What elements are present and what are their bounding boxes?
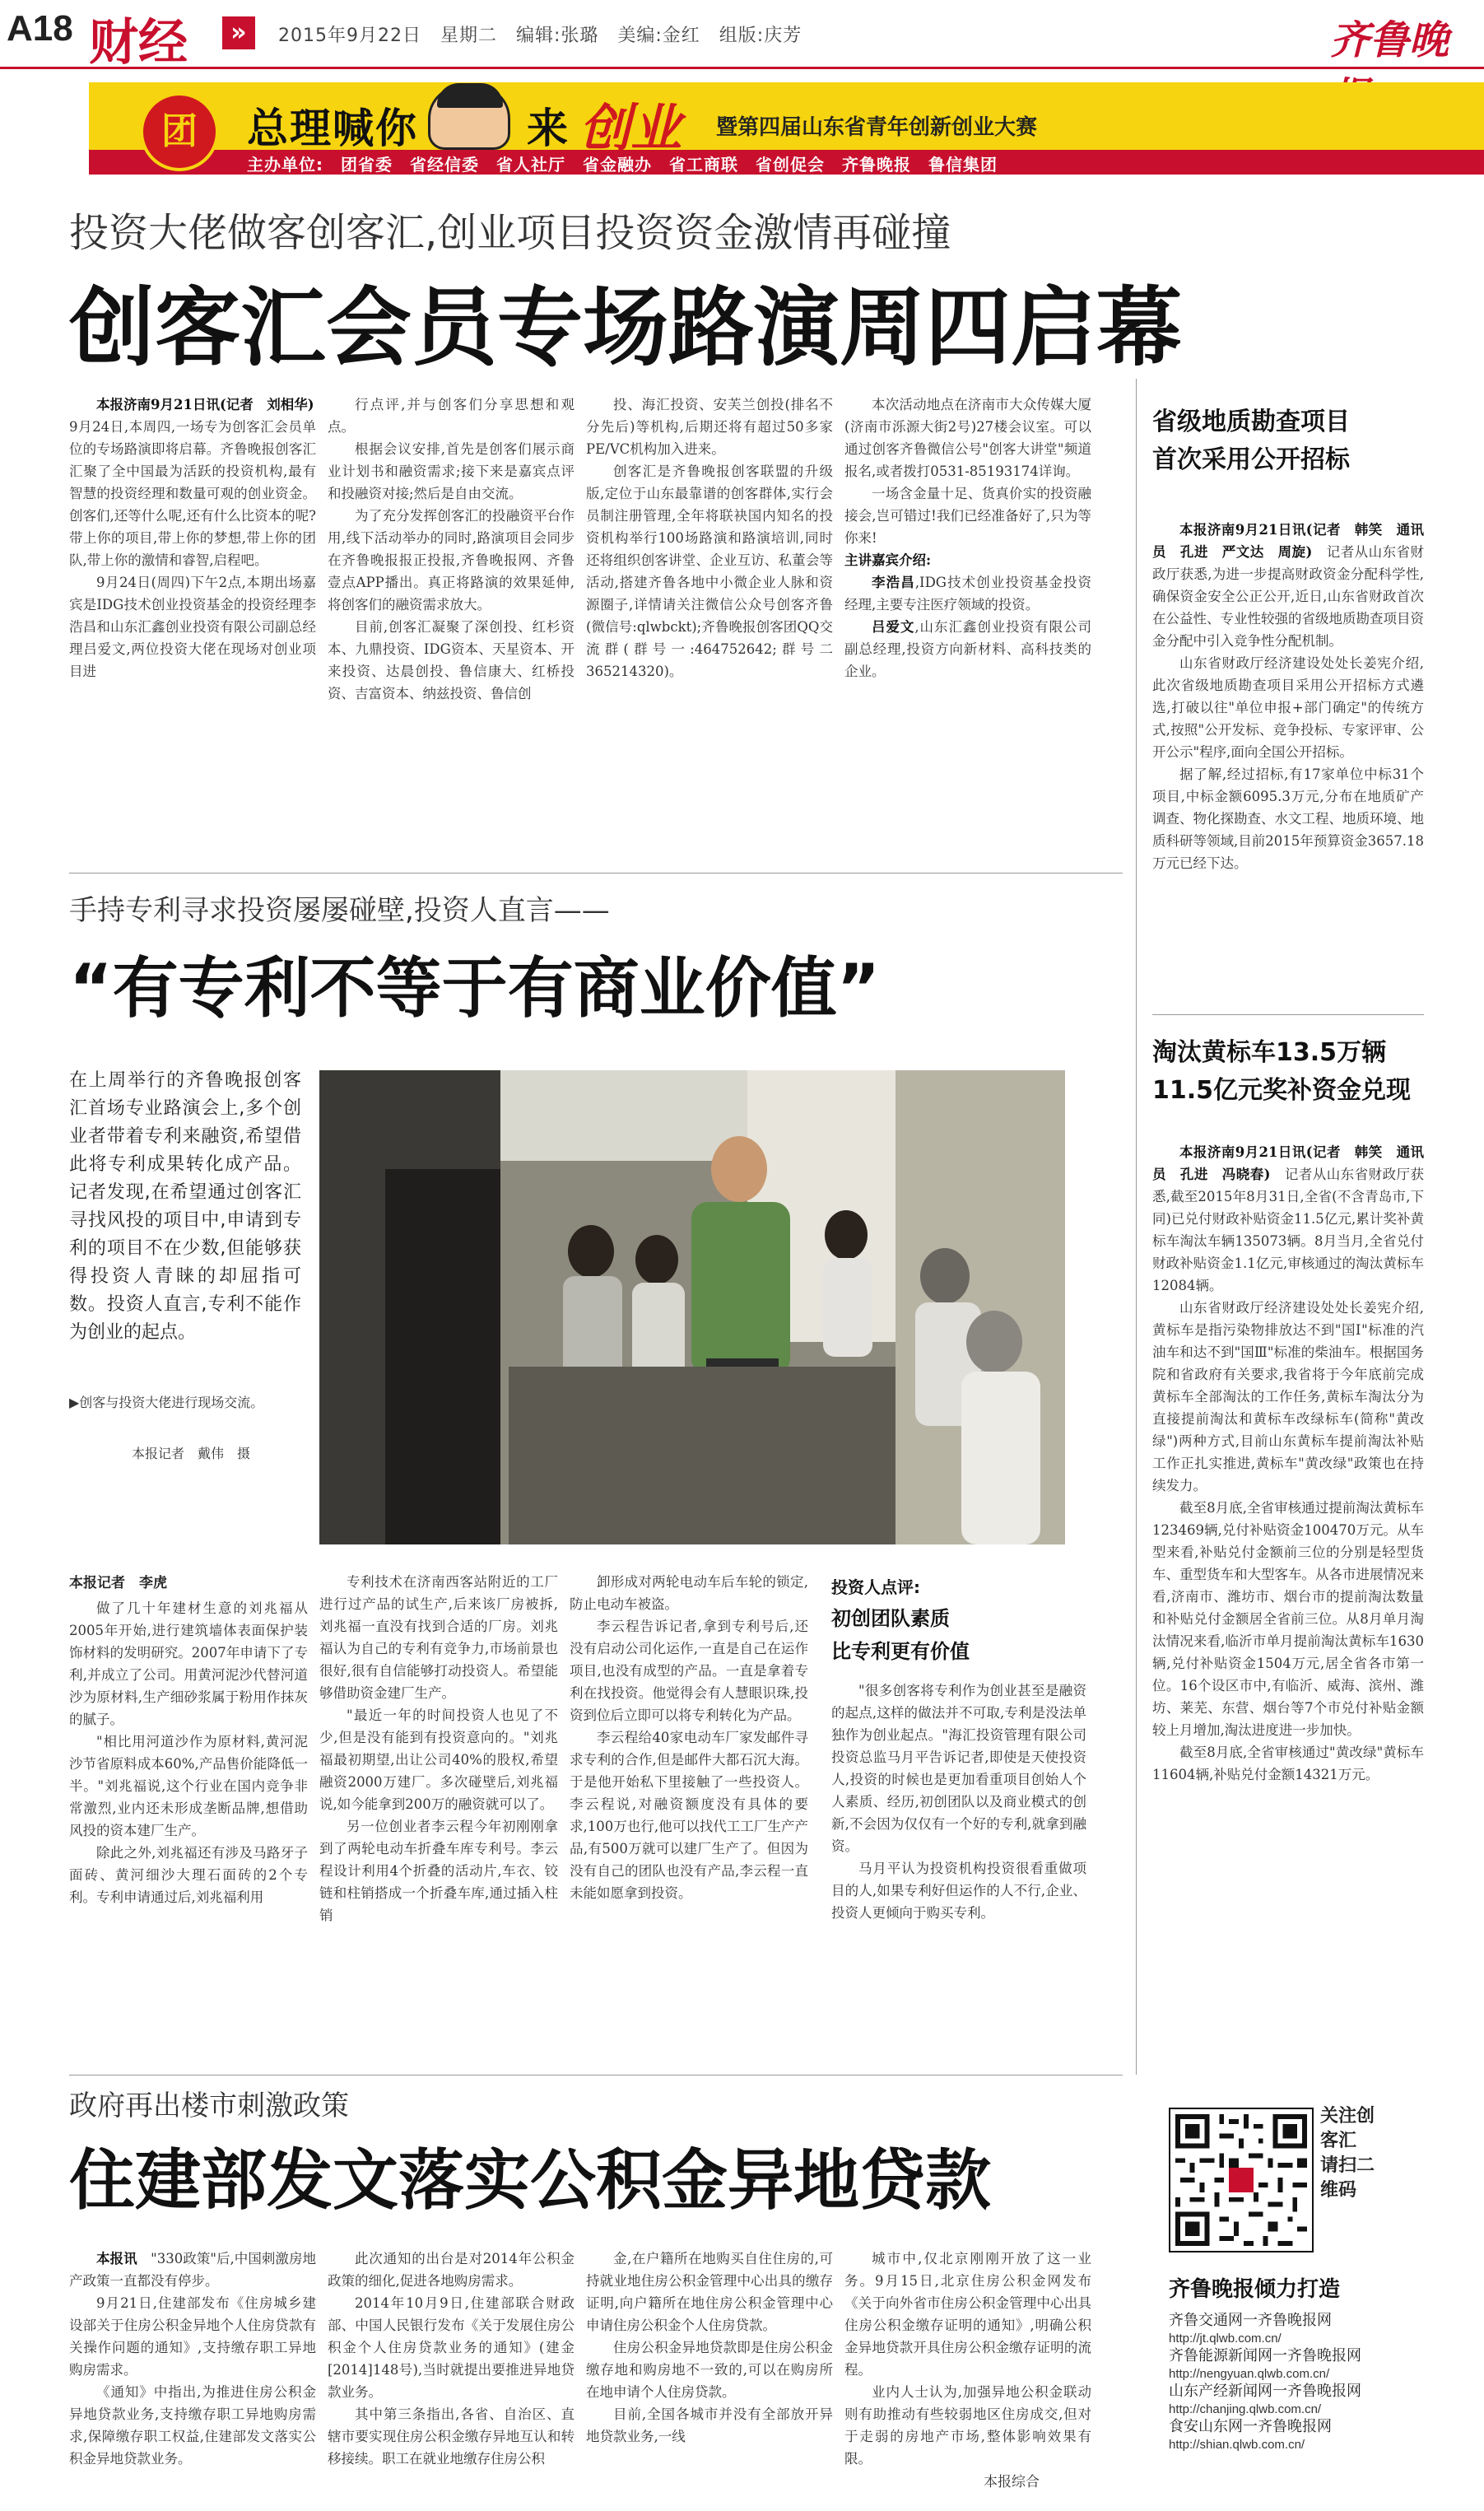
article3-col-2: 此次通知的出台是对2014年公积金政策的细化,促进各地购房需求。 2014年10月9日,住建部联合财政部、中国人民银行发布《关于发展住房公积金个人住房贷款业务的通知》(建金[2014]148号),当时就提出要推进异地贷款业务。 其中第三条指出,各省、自治区、直辖市要实现住房公积金缴存异地互认和转移接续。职工在就业地缴存住房公积 [328, 2251, 575, 2467]
side2-headline: 淘汰黄标车13.5万辆 11.5亿元奖补资金兑现 [1152, 1038, 1412, 1105]
column-divider [1136, 379, 1137, 2075]
roadshow-photo [319, 1070, 1065, 1544]
article3-col-3: 金,在户籍所在地购买自住住房的,可持就业地住房公积金管理中心出具的缴存证明,向户籍所在地住房公积金管理中心申请住房公积金个人住房贷款。 住房公积金异地贷款即是住房公积金缴存地和购房地不一致的,可以在购房所在地申请个人住房贷款。 目前,全国各城市并没有全部放开异地贷款业务,一线 [586, 2251, 833, 2444]
promo-site[interactable]: 食安山东网一齐鲁晚报网 http://shian.qlwb.com.cn/ [1169, 2418, 1332, 2452]
article2-kicker: 手持专利寻求投资屡屡碰壁,投资人直言—— [69, 894, 610, 927]
article3-headline: 住建部发文落实公积金异地贷款 [69, 2142, 991, 2219]
section-title: 财经 [89, 14, 188, 72]
article3-source: 本报综合 [984, 2474, 1040, 2490]
article3-col-4: 城市中,仅北京刚刚开放了这一业务。9月15日,北京住房公积金网发布《关于向外省市住房公积金管理中心出具住房公积金缴存证明的通知》,明确公积金异地贷款开具住房公积金缴存证明的流程。 业内人士认为,加强异地公积金联动则有助推动有些较弱地区住房成交,但对于走弱的房地产市场,整体影响效果有限。 [844, 2251, 1091, 2467]
comment-headline: 初创团队素质 比专利更有价值 [831, 1607, 970, 1663]
article1-col-4: 本次活动地点在济南市大众传媒大厦(济南市泺源大街2号)27楼会议室。可以通过创客齐鲁微信公号"创客大讲堂"频道报名,或者拨打0531-85193174详询。 一场含金量十足、货真价实的投资融接会,岂可错过!我们已经准备好了,只为等你来! 主讲嘉宾介绍: 李浩昌,IDG技术创业投资基金投资经理,主要专注医疗领域的投资。 吕爱文,山东汇鑫创业投资有限公司副总经理,投资方向新材料、高科技类的企业。 [844, 397, 1092, 679]
side1-headline: 省级地质勘查项目 首次采用公开招标 [1152, 408, 1350, 474]
side1-body: 本报济南9月21日讯(记者 韩笑 通讯员 孔进 严文达 周旋) 记者从山东省财政厅获悉,为进一步提高财政资金分配科学性,确保资金安全公正公开,近日,山东省财政首次在公益性、专业性较强的省级地质勘查项目资金分配中引入竞争性分配机制。 山东省财政厅经济建设处处长姜宪介绍,此次省级地质勘查项目采用公开招标方式遴选,打破以往"单位申报+部门确定"的传统方式,按照"公开发标、竞争投标、专家评审、公开公示"程序,面向全国公开招标。 据了解,经过招标,有17家单位中标31个项目,中标金额6095.3万元,分布在地质矿产调查、物化探勘查、水文工程、地质环境、地质科研等领域,目前2015年预算资金3657.18万元已经下达。 [1152, 522, 1425, 871]
article2-col-1: 做了几十年建材生意的刘兆福从2005年开始,进行建筑墙体表面保护装饰材料的发明研究。2007年申请下了专利,并成立了公司。用黄河泥沙代替河道沙为原材料,生产细砂浆属于粉用作抹灰的腻子。 "相比用河道沙作为原材料,黄河泥沙节省原料成本60%,产品售价能降低一半。"刘兆福说,这个行业在国内竞争非常激烈,业内还未形成垄断品牌,想借助风投的资本建厂生产。 除此之外,刘兆福还有涉及马路牙子面砖、黄河细沙大理石面砖的2个专利。专利申请通过后,刘兆福利用 [69, 1600, 308, 1905]
promo-title: 齐鲁晚报倾力打造 [1169, 2277, 1341, 2302]
article2-headline: “有专利不等于有商业价值” [69, 950, 881, 1027]
promo-site[interactable]: 齐鲁交通网一齐鲁晚报网 http://jt.qlwb.com.cn/ [1169, 2312, 1332, 2346]
article1-col-1: 本报济南9月21日讯(记者 刘相华) 9月24日,本周四,一场专为创客汇会员单位的专场路演即将启幕。齐鲁晚报创客汇汇聚了全中国最为活跃的投资机构,最有智慧的投资经理和数量可观的创业资金。创客们,还等什么呢,还有什么比资本的呢?带上你的项目,带上你的梦想,带上你的团队,带上你的激情和睿智,启程吧。 9月24日(周四)下午2点,本期出场嘉宾是IDG技术创业投资基金的投资经理李浩昌和山东汇鑫创业投资有限公司副总经理吕爱文,两位投资大佬在现场对创业项目进 [69, 397, 328, 679]
banner-title-c: 创业 [579, 98, 682, 158]
article1-col-3: 投、海汇投资、安芙兰创投(排名不分先后)等机构,后期还将有超过50多家PE/VC机构加入进来。 创客汇是齐鲁晚报创客联盟的升级版,定位于山东最靠谱的创客群体,实行会员制注册管理,全年将联袂国内知名的投资机构举行100场路演和路演培训,同时还将组织创客讲堂、企业互访、私董会等活动,搭建齐鲁各地中小微企业人脉和资源圈子,详情请关注微信公众号创客齐鲁(微信号:qlwbckt);齐鲁晚报创客团QQ交流群(群号一:464752642;群号二365214320)。 [586, 397, 833, 679]
article1-kicker: 投资大佬做客创客汇,创业项目投资资金激情再碰撞 [69, 210, 951, 256]
side2-body: 本报济南9月21日讯(记者 韩笑 通讯员 孔进 冯晓春) 记者从山东省财政厅获悉,截至2015年8月31日,全省(不含青岛市,下同)已兑付财政补贴资金11.5亿元,累计奖补黄标车淘汰车辆135073辆。8月当月,全省兑付财政补贴资金1.1亿元,审核通过的淘汰黄标车12084辆。 山东省财政厅经济建设处处长姜宪介绍,黄标车是指污染物排放达不到"国Ⅰ"标准的汽油车和达不到"国Ⅲ"标准的柴油车。根据国务院和省政府有关要求,我省将于今年底前完成黄标车全部淘汰的工作任务,黄标车淘汰分为直接提前淘汰和黄标车改绿标车(简称"黄改绿")两种方式,目前山东黄标车提前淘汰补贴工作正扎实推进,黄标车"黄改绿"政策也在持续发力。 截至8月底,全省审核通过提前淘汰黄标车123469辆,兑付补贴资金100470万元。从车型来看,补贴兑付金额前三位的分别是轻型货车、重型货车和大型客车。从各市进展情况来看,济南市、潍坊市、烟台市的提前淘汰数量和补贴兑付金额居全省前三位。从8月单月淘汰情况来看,临沂市单月提前淘汰黄标车1630辆,兑付补贴资金1504万元,居全省各市第一位。16个设区市中,有临沂、威海、滨州、潍坊、莱芜、东营、烟台等7个市兑付补贴金额较上月增加,淘汰进度进一步加快。 截至8月底,全省审核通过"黄改绿"黄标车11604辆,补贴兑付金额14321万元。 [1152, 1144, 1424, 1782]
article2-byline: 本报记者 李虎 [69, 1575, 167, 1591]
article2-col-3: 卸形成对两轮电动车后车轮的锁定,防止电动车被盗。 李云程告诉记者,拿到专利号后,还没有启动公司化运作,一直是自己在运作项目,也没有成型的产品。一直是拿着专利在找投资。他觉得会有人慧眼识珠,投资到位后立即可以将专利转化为产品。 李云程给40家电动车厂家发邮件寻求专利的合作,但是邮件大都石沉大海。于是他开始私下里接触了一些投资人。李云程说,对融资额度没有具体的要求,100万也行,他可以找代工工厂生产产品,有500万就可以建厂生产了。但因为没有自己的团队也没有产品,李云程一直未能如愿拿到投资。 [570, 1574, 808, 1901]
qr-code-icon [1169, 2108, 1314, 2252]
article1-headline: 创客汇会员专场路演周四启幕 [69, 277, 1183, 378]
sponsor-list: 主办单位: 团省委 省经信委 省人社厅 省金融办 省工商联 省创促会 齐鲁晚报 鲁信集团 [247, 155, 998, 175]
promo-site[interactable]: 山东产经新闻网一齐鲁晚报网 http://chanjing.qlwb.com.cn/ [1169, 2383, 1361, 2416]
sidebar-divider [1152, 1014, 1424, 1015]
issue-meta: 2015年9月22日 星期二 编辑:张璐 美编:金红 组版:庆芳 [278, 26, 802, 46]
youth-league-emblem-icon: 团 [140, 92, 219, 171]
article3-kicker: 政府再出楼市刺激政策 [69, 2089, 349, 2122]
banner-subtitle: 暨第四届山东省青年创新创业大赛 [716, 115, 1038, 140]
photo-credit: 本报记者 戴伟 摄 [132, 1446, 251, 1461]
photo-caption: ▶创客与投资大佬进行现场交流。 [69, 1395, 264, 1410]
newspaper-brand: 齐鲁晚 [1330, 17, 1449, 63]
promo-site[interactable]: 齐鲁能源新闻网一齐鲁晚报网 http://nengyuan.qlwb.com.cn/ [1169, 2347, 1361, 2381]
banner-title-a: 总理喊你 [247, 105, 418, 152]
comment-label: 投资人点评: [831, 1577, 920, 1597]
qr-label: 关注创客汇 请扫二维码 [1320, 2106, 1375, 2201]
banner-title-b: 来 [527, 105, 568, 152]
promo-site-list [1169, 2310, 1449, 2452]
page-number: A18 [7, 8, 73, 49]
article2-lead: 在上周举行的齐鲁晚报创客汇首场专业路演会上,多个创业者带着专利来融资,希望借此将专利成果转化成产品。记者发现,在希望通过创客汇寻找风投的项目中,申请到专利的项目不在少数,但能够获得投资人青睐的却屈指可数。投资人直言,专利不能作为创业的起点。 [69, 1070, 301, 1343]
section-arrow-icon: » [222, 16, 255, 49]
cartoon-portrait-icon [428, 86, 510, 150]
article3-col-1: 本报讯 "330政策"后,中国刺激房地产政策一直都没有停步。 9月21日,住建部发布《住房城乡建设部关于住房公积金异地个人住房贷款有关操作问题的通知》,支持缴存职工异地购房需求。 《通知》中指出,为推进住房公积金异地贷款业务,支持缴存职工异地购房需求,保障缴存职工权益,住建部发文落实公积金异地贷款业务。 [69, 2251, 317, 2467]
article2-col-4: "很多创客将专利作为创业甚至是融资的起点,这样的做法并不可取,专利是没法单独作为创业起点。"海汇投资管理有限公司投资总监马月平告诉记者,即使是天使投资人,投资的时候也是更加看重项目创始人个人素质、经历,初创团队以及商业模式的创新,不会因为仅仅有一个好的专利,就拿到融资。 马月平认为投资机构投资很看重做项目的人,如果专利好但运作的人不行,企业、投资人更倾向于购买专利。 [831, 1683, 1086, 1921]
article2-col-2: 专利技术在济南西客站附近的工厂进行过产品的试生产,后来该厂房被拆,刘兆福一直没有找到合适的厂房。刘兆福认为自己的专利有竞争力,市场前景也很好,很有自信能够打动投资人。希望能够借助资金建厂生产。 "最近一年的时间投资人也见了不少,但是没有能到有投资意向的。"刘兆福最初期望,出让公司40%的股权,希望融资2000万建厂。多次碰壁后,刘兆福说,如今能拿到200万的融资就可以了。 另一位创业者李云程今年初刚刚拿到了两轮电动车折叠车库专利号。李云程设计利用4个折叠的活动片,车衣、铰链和柱销搭成一个折叠车库,通过插入柱销 [319, 1574, 558, 1923]
article1-col-2: 行点评,并与创客们分享思想和观点。 根据会议安排,首先是创客们展示商业计划书和融资需求;接下来是嘉宾点评和投融资对接;然后是自由交流。 为了充分发挥创客汇的投融资平台作用,线下活动举办的同时,路演项目会同步在齐鲁晚报报正投报,齐鲁晚报网、齐鲁壹点APP播出。真正将路演的效果延伸,将创客们的融资需求放大。 目前,创客汇凝聚了深创投、红杉资本、九鼎投资、IDG资本、天星资本、开来投资、达晨创投、鲁信康大、红桥投资、吉富资本、纳兹投资、鲁信创 [328, 397, 575, 701]
